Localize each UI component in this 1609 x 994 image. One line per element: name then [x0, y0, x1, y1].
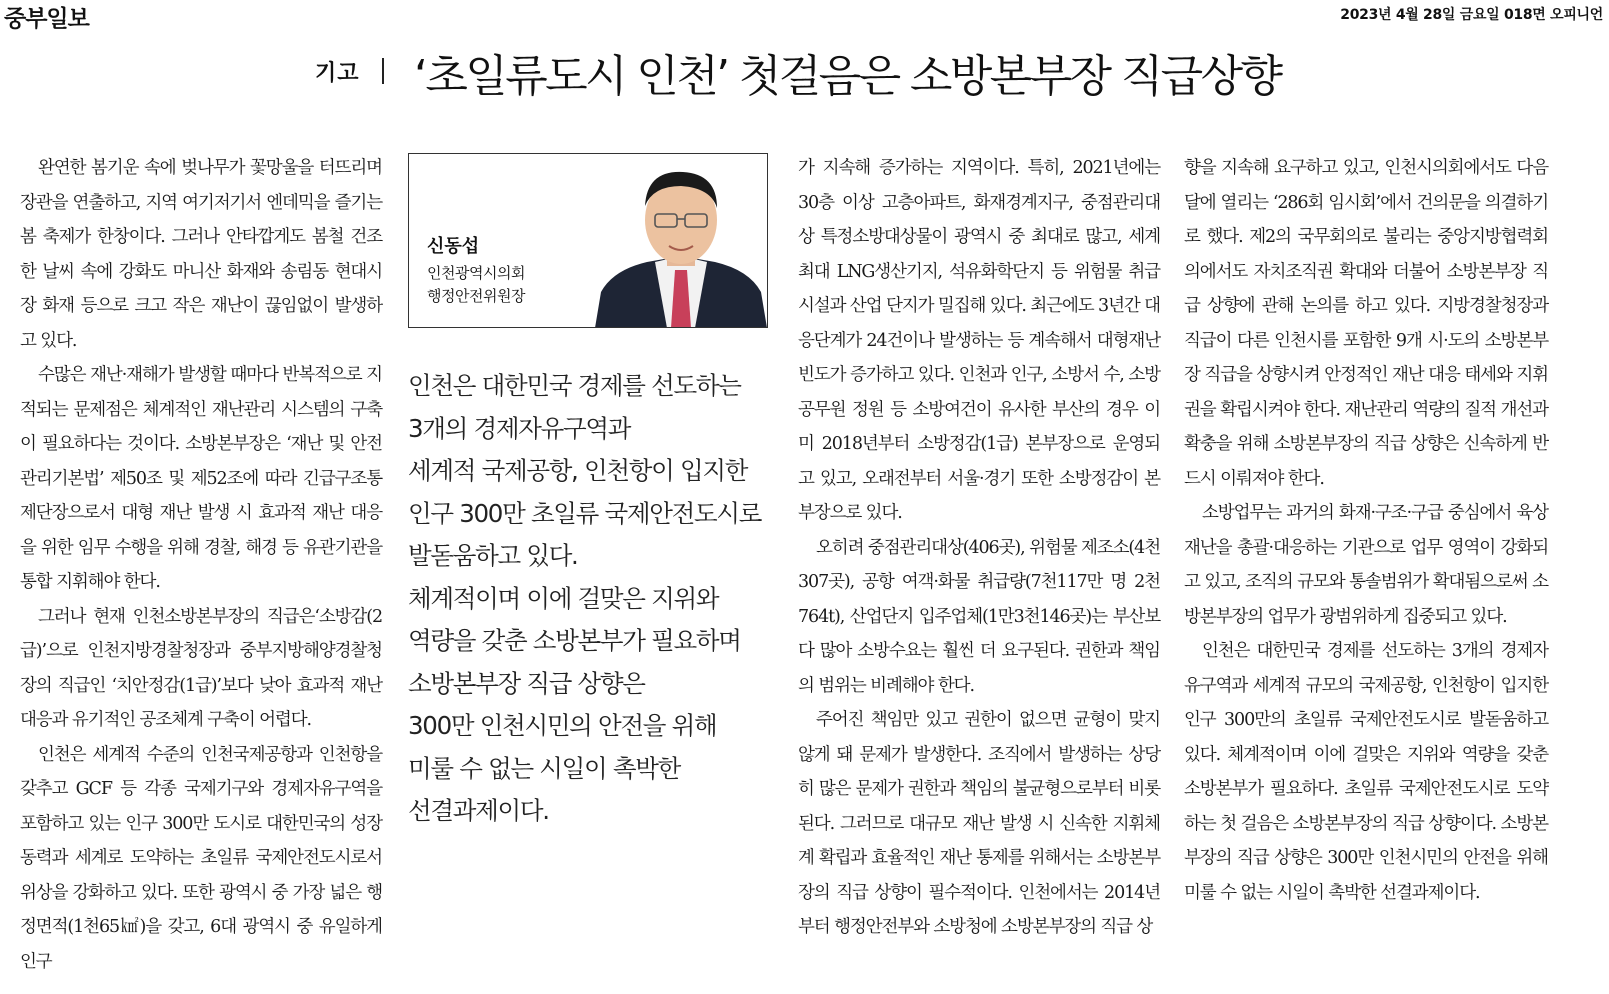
- paragraph: 그러나 현재 인천소방본부장의 직급은‘소방감(2급)’으로 인천지방경찰청장과 중부지방해양경찰청장의 직급인 ‘치안정감(1급)’보다 낮아 효과적 재난 대응과 유기적인 공조체계 구축이 어렵다.: [20, 606, 382, 730]
- pull-quote-line: 3개의 경제자유구역과: [408, 413, 631, 443]
- pull-quote-line: 소방본부장 직급 상향은: [408, 668, 645, 698]
- pull-quote-line: 세계적 국제공항, 인천항이 입지한: [408, 456, 748, 485]
- pull-quote-line: 발돋움하고 있다.: [408, 541, 578, 570]
- author-role-line: 행정안전위원장: [427, 287, 525, 305]
- author-role: [427, 262, 525, 308]
- pull-quote: [408, 365, 780, 833]
- masthead: [0, 0, 1609, 32]
- article-headline: ‘초일류도시 인천’ 첫걸음은 소방본부장 직급상향: [414, 51, 1281, 102]
- pull-quote-line: 300만 인천시민의 안전을 위해: [408, 711, 717, 740]
- body-column-4: [1184, 151, 1548, 910]
- pull-quote-line: 미룰 수 없는 시일이 촉박한: [408, 753, 680, 783]
- body-column-3: [798, 151, 1160, 945]
- body-column-1: [20, 151, 382, 979]
- pull-quote-line: 체계적이며 이에 걸맞은 지위와: [408, 583, 719, 613]
- paragraph: 소방업무는 과거의 화재·구조·구급 중심에서 육상재난을 총괄·대응하는 기관으로 업무 영역이 강화되고 있고, 조직의 규모와 통솔범위가 확대됨으로써 소방본부장의 업무가 광범위하게 집중되고 있다.: [1184, 503, 1548, 627]
- paragraph: 주어진 책임만 있고 권한이 없으면 균형이 맞지 않게 돼 문제가 발생한다. 조직에서 발생하는 상당히 많은 문제가 권한과 책임의 불균형으로부터 비롯된다. 그러므로 대규모 재난 발생 시 신속한 지휘체계 확립과 효율적인 재난 통제를 위해서는 소방본부장의 직급 상향이 필수적이다. 인천에서는 2014년부터 행정안전부와 소방청에 소방본부장의 직급 상: [798, 710, 1160, 937]
- paragraph: 오히려 중점관리대상(406곳), 위험물 제조소(4천307곳), 공항 여객·화물 취급량(7천117만 명 2천764t), 산업단지 입주업체(1만3천146곳)는 부산보다 많아 소방수요는 훨씬 더 요구된다. 권한과 책임의 범위는 비례해야 한다.: [798, 537, 1160, 696]
- article-kind-label: 기고: [315, 61, 360, 86]
- pull-quote-line: 역량을 갖춘 소방본부가 필요하며: [408, 626, 741, 655]
- author-name: 신동섭: [427, 236, 480, 257]
- pull-quote-line: 인천은 대한민국 경제를 선도하는: [408, 371, 741, 400]
- paragraph: 인천은 대한민국 경제를 선도하는 3개의 경제자유구역과 세계적 규모의 국제공항, 인천항이 입지한 인구 300만의 초일류 국제안전도시로 발돋움하고 있다. 체계적이며 이에 걸맞은 지위와 역량을 갖춘 소방본부가 필요하다. 초일류 국제안전도시로 도약하는 첫 걸음은 소방본부장의 직급 상향이다. 소방본부장의 직급 상향은 300만 인천시민의 안전을 위해 미룰 수 없는 시일이 촉박한 선결과제이다.: [1184, 641, 1548, 903]
- kind-divider: [382, 58, 384, 84]
- paragraph: 인천은 세계적 수준의 인천국제공항과 인천항을 갖추고 GCF 등 각종 국제기구와 경제자유구역을 포함하고 있는 인구 300만 도시로 대한민국의 성장 동력과 세계로 도약하는 초일류 국제안전도시로서 위상을 강화하고 있다. 또한 광역시 중 가장 넓은 행정면적(1천65㎢)을 갖고, 6대 광역시 중 유일하게 인구: [20, 744, 382, 972]
- issue-info: 2023년 4월 28일 금요일 018면 오피니언: [1340, 7, 1603, 23]
- author-box: [408, 153, 768, 328]
- author-role-line: 인천광역시의회: [427, 264, 525, 282]
- paragraph: 가 지속해 증가하는 지역이다. 특히, 2021년에는 30층 이상 고층아파트, 화재경계지구, 중점관리대상 특정소방대상물이 광역시 중 최대로 많고, 세계 최대 LNG생산기지, 석유화학단지 등 위험물 취급 시설과 산업 단지가 밀집해 있다. 최근에도 3년간 대응단계가 24건이나 발생하는 등 계속해서 대형재난 빈도가 증가하고 있다. 인천과 인구, 소방서 수, 소방공무원 정원 등 소방여건이 유사한 부산의 경우 이미 2018년부터 소방정감(1급) 본부장으로 운영되고 있고, 오래전부터 서울·경기 또한 소방정감이 본부장으로 있다.: [798, 158, 1160, 523]
- paragraph: 완연한 봄기운 속에 벚나무가 꽃망울을 터뜨리며 장관을 연출하고, 지역 여기저기서 엔데믹을 즐기는 봄 축제가 한창이다. 그러나 안타깝게도 봄철 건조한 날씨 속에 강화도 마니산 화재와 송림동 현대시장 화재 등으로 크고 작은 재난이 끊임없이 발생하고 있다.: [20, 158, 382, 351]
- pull-quote-line: 선결과제이다.: [408, 796, 549, 825]
- pull-quote-line: 인구 300만 초일류 국제안전도시로: [408, 498, 762, 528]
- paragraph: 향을 지속해 요구하고 있고, 인천시의회에서도 다음 달에 열리는 ‘286회 임시회’에서 건의문을 의결하기로 했다. 제2의 국무회의로 불리는 중앙지방협력회의에서도 자치조직권 확대와 더불어 소방본부장 직급 상향에 관해 논의를 하고 있다. 지방경찰청장과 직급이 다른 인천시를 포함한 9개 시·도의 소방본부장 직급을 상향시켜 안정적인 재난 대응 태세와 지휘권을 확립시켜야 한다. 재난관리 역량의 질적 개선과 확충을 위해 소방본부장의 직급 상향은 신속하게 반드시 이뤄져야 한다.: [1184, 158, 1548, 489]
- author-portrait: [595, 164, 767, 328]
- newspaper-name: 중부일보: [4, 6, 89, 32]
- headline-row: [0, 36, 1609, 106]
- paragraph: 수많은 재난·재해가 발생할 때마다 반복적으로 지적되는 문제점은 체계적인 재난관리 시스템의 구축이 필요하다는 것이다. 소방본부장은 ‘재난 및 안전관리기본법’ 제50조 및 제52조에 따라 긴급구조통제단장으로서 대형 재난 발생 시 효과적 재난 대응을 위한 임무 수행을 위해 경찰, 해경 등 유관기관을 통합 지휘해야 한다.: [20, 365, 382, 592]
